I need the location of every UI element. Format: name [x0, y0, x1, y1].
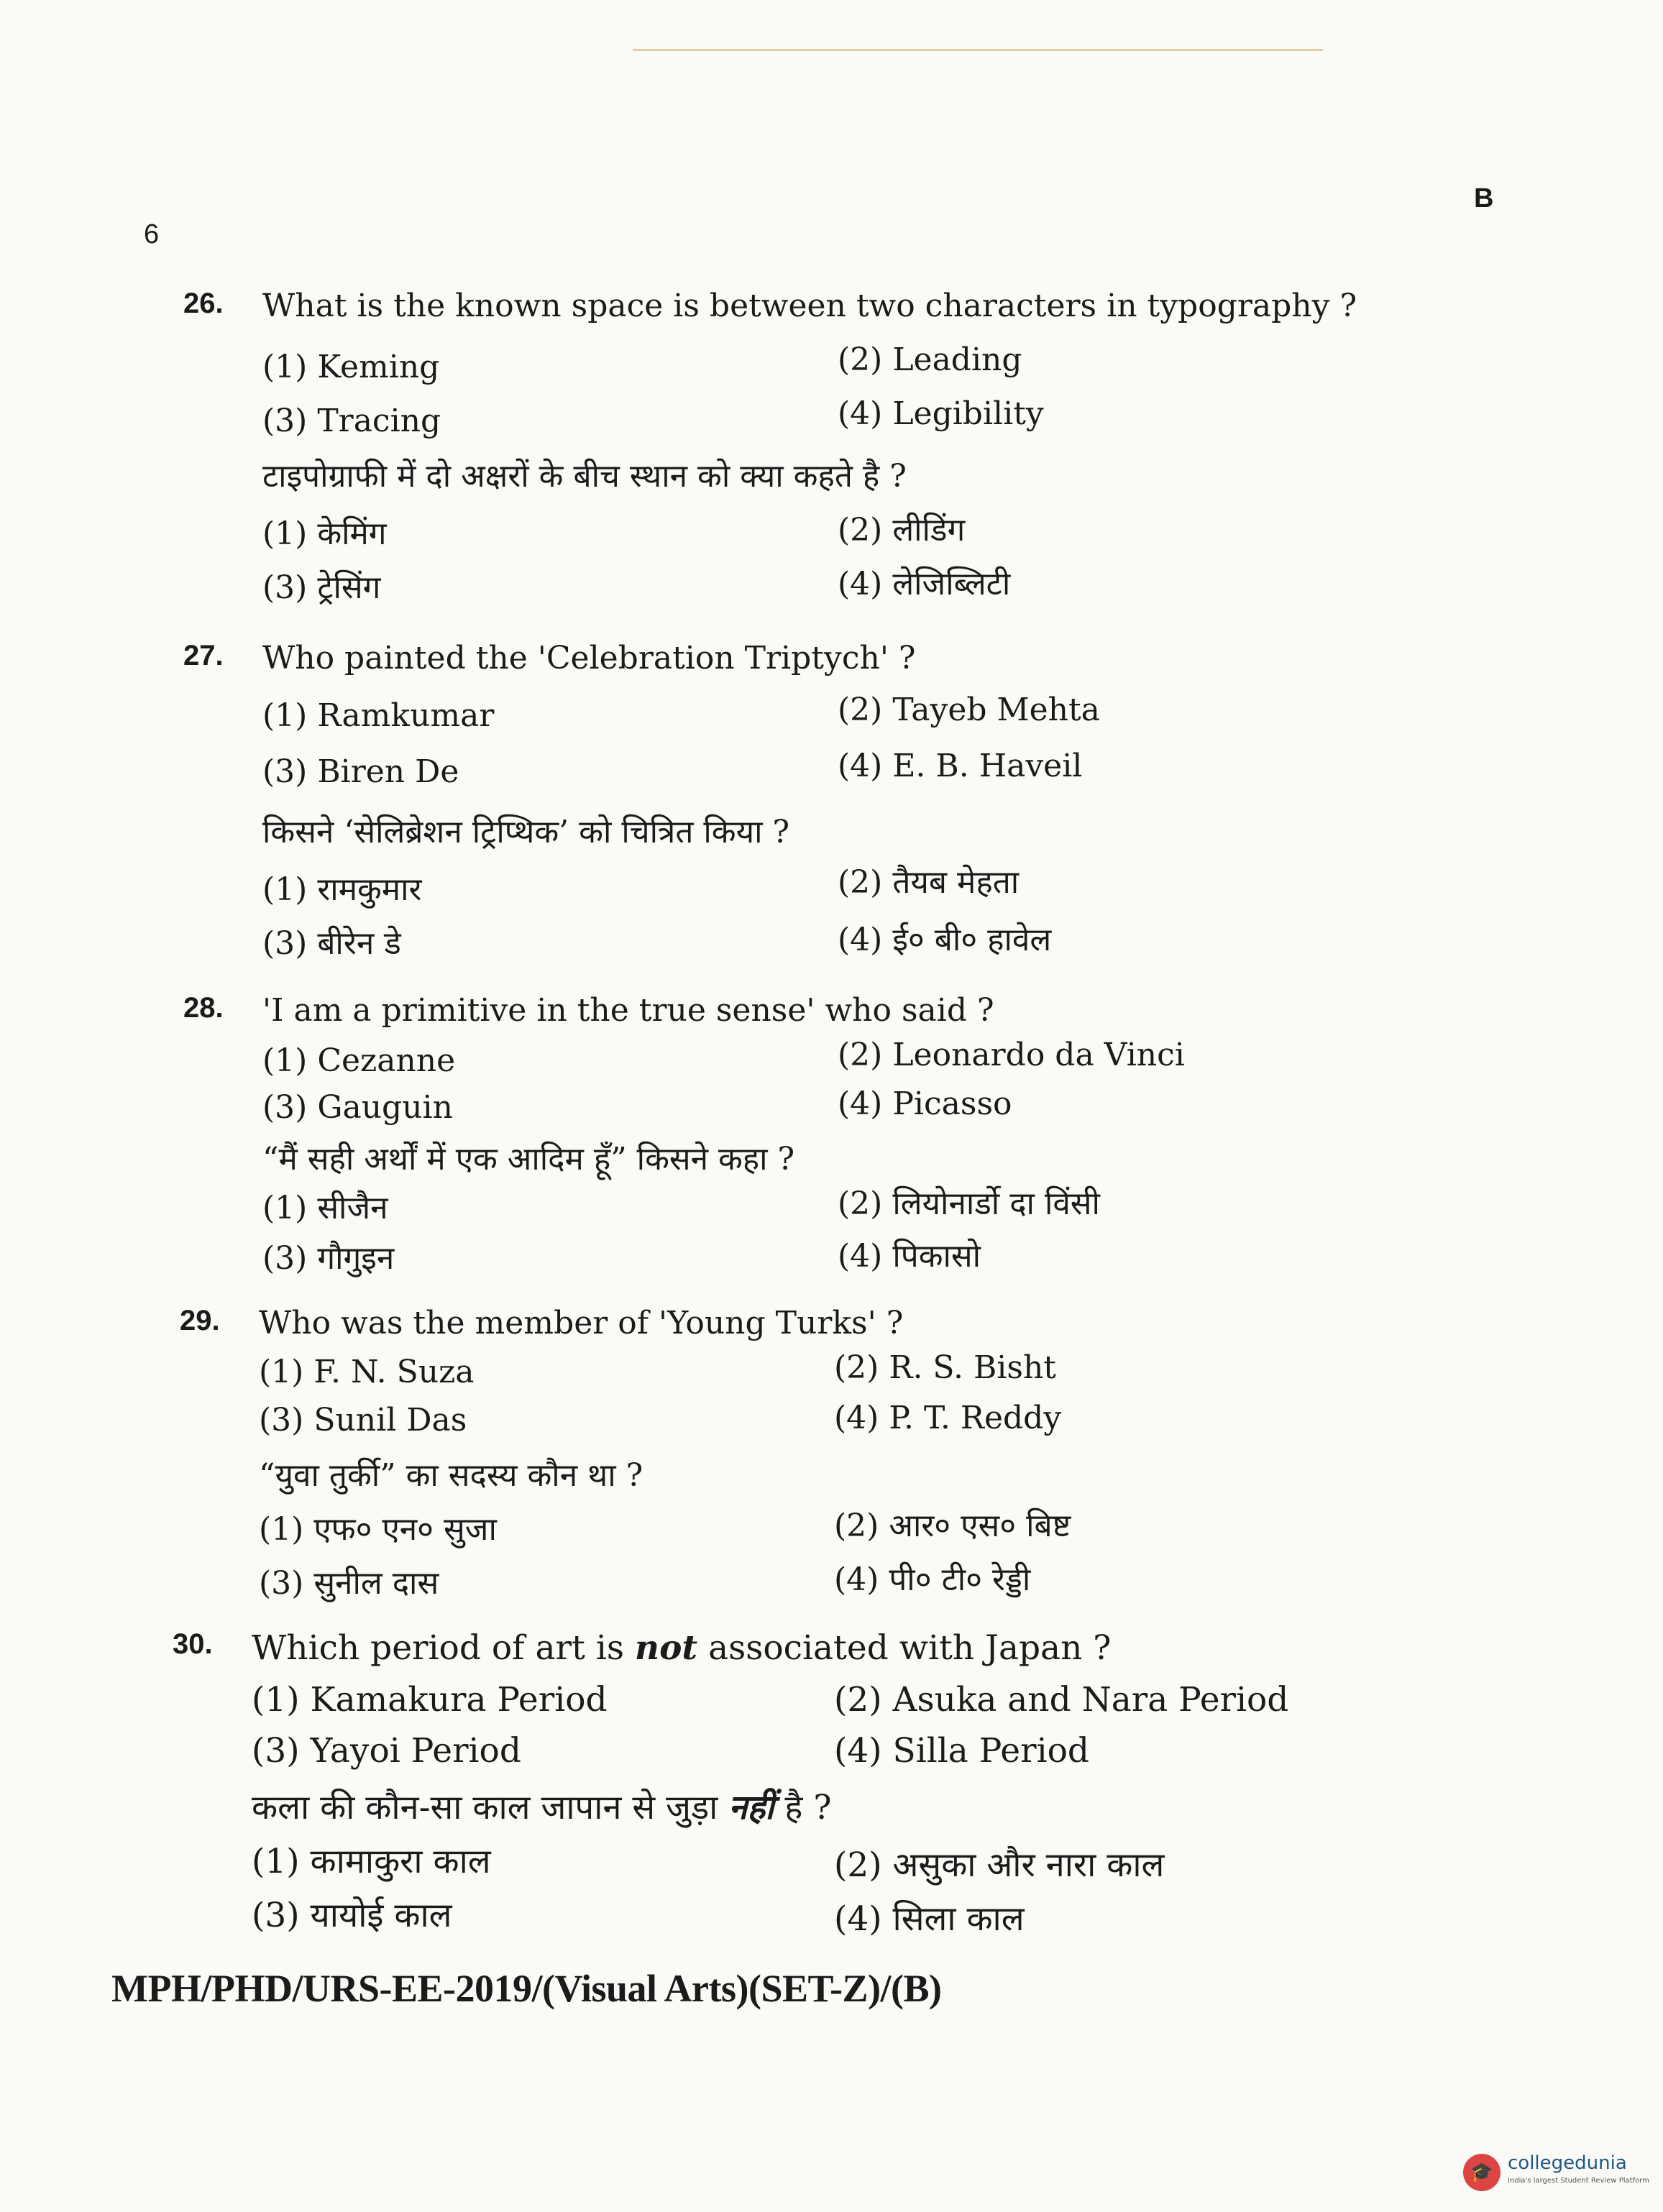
question-number: 30. — [173, 1628, 213, 1660]
option-en-4: (4) Picasso — [838, 1086, 1012, 1122]
option-en-4: (4) E. B. Haveil — [838, 748, 1083, 784]
option-en-2: (2) Tayeb Mehta — [838, 692, 1100, 728]
option-hi-1: (1) केमिंग — [262, 515, 387, 552]
question-number: 29. — [180, 1305, 220, 1336]
option-hi-2: (2) लियोनार्डो दा विंसी — [838, 1185, 1100, 1222]
option-en-2: (2) Leading — [838, 341, 1022, 378]
option-hi-4: (4) ई० बी० हावेल — [838, 922, 1052, 958]
watermark-logo — [1463, 2149, 1650, 2207]
option-hi-3: (3) सुनील दास — [259, 1565, 439, 1602]
option-hi-1: (1) कामाकुरा काल — [252, 1842, 491, 1881]
option-en-4: (4) P. T. Reddy — [834, 1400, 1062, 1436]
option-en-3: (3) Biren De — [262, 753, 459, 790]
option-en-1: (1) Ramkumar — [262, 697, 495, 734]
option-hi-3: (3) यायोई काल — [252, 1896, 452, 1935]
option-hi-4: (4) पिकासो — [838, 1238, 981, 1275]
option-hi-2: (2) तैयब मेहता — [838, 864, 1020, 901]
option-hi-3: (3) बीरेन डे — [262, 925, 401, 962]
option-en-1: (1) Cezanne — [262, 1042, 456, 1079]
question-text-en: Who was the member of 'Young Turks' ? — [259, 1305, 904, 1341]
question-text-hi: कला की कौन-सा काल जापान से जुड़ा नहीं है ? — [252, 1788, 832, 1827]
option-en-4: (4) Silla Period — [834, 1731, 1089, 1771]
question-text-hi: “मैं सही अर्थों में एक आदिम हूँ” किसने कहा ? — [262, 1141, 795, 1178]
question-text-en: Who painted the 'Celebration Triptych' ? — [262, 640, 916, 676]
graduate-cap-icon: 🎓 — [1463, 2154, 1501, 2191]
option-en-4: (4) Legibility — [838, 395, 1044, 432]
option-hi-4: (4) पी० टी० रेड्डी — [834, 1561, 1031, 1598]
option-hi-1: (1) रामकुमार — [262, 871, 422, 908]
option-en-3: (3) Sunil Das — [259, 1402, 467, 1438]
option-hi-4: (4) सिला काल — [834, 1899, 1025, 1939]
option-en-3: (3) Tracing — [262, 403, 441, 439]
option-en-1: (1) Keming — [262, 349, 440, 385]
option-en-1: (1) Kamakura Period — [252, 1680, 608, 1720]
option-hi-4: (4) लेजिब्लिटी — [838, 566, 1011, 602]
option-hi-1: (1) एफ० एन० सुजा — [259, 1511, 497, 1548]
option-hi-2: (2) लीडिंग — [838, 512, 966, 549]
option-hi-3: (3) गौगुइन — [262, 1240, 395, 1277]
question-number: 26. — [183, 288, 224, 319]
option-en-2: (2) Leonardo da Vinci — [838, 1037, 1185, 1073]
question-text-hi: किसने ‘सेलिब्रेशन ट्रिप्थिक’ को चित्रित किया ? — [262, 814, 790, 850]
option-hi-3: (3) ट्रेसिंग — [262, 569, 381, 606]
question-text-en: What is the known space is between two characters in typography ? — [262, 288, 1357, 324]
question-text-en: Which period of art is not associated with Japan ? — [252, 1628, 1112, 1668]
option-en-2: (2) R. S. Bisht — [834, 1349, 1056, 1386]
emphasis-nahin: नहीं — [728, 1788, 774, 1827]
footer-exam-code: MPH/PHD/URS-EE-2019/(Visual Arts)(SET-Z)/(B) — [111, 1967, 942, 2010]
top-border-line — [633, 49, 1323, 51]
question-number: 28. — [183, 992, 224, 1024]
question-number: 27. — [183, 640, 224, 671]
option-hi-2: (2) असुका और नारा काल — [834, 1845, 1165, 1885]
page-number: 6 — [144, 219, 160, 249]
option-hi-1: (1) सीजैन — [262, 1190, 388, 1226]
option-en-3: (3) Yayoi Period — [252, 1731, 521, 1771]
option-hi-2: (2) आर० एस० बिष्ट — [834, 1507, 1071, 1544]
question-text-hi: टाइपोग्राफी में दो अक्षरों के बीच स्थान को क्या कहते है ? — [262, 458, 907, 495]
question-text-en: 'I am a primitive in the true sense' who said ? — [262, 992, 994, 1029]
question-text-hi: “युवा तुर्की” का सदस्य कौन था ? — [259, 1457, 643, 1494]
option-en-1: (1) F. N. Suza — [259, 1354, 475, 1390]
option-en-3: (3) Gauguin — [262, 1089, 453, 1126]
set-letter: B — [1474, 183, 1494, 214]
option-en-2: (2) Asuka and Nara Period — [834, 1680, 1289, 1720]
watermark-brand: collegedunia — [1508, 2152, 1627, 2174]
emphasis-not: not — [634, 1628, 698, 1668]
watermark-tagline: India's largest Student Review Platform — [1508, 2177, 1649, 2185]
